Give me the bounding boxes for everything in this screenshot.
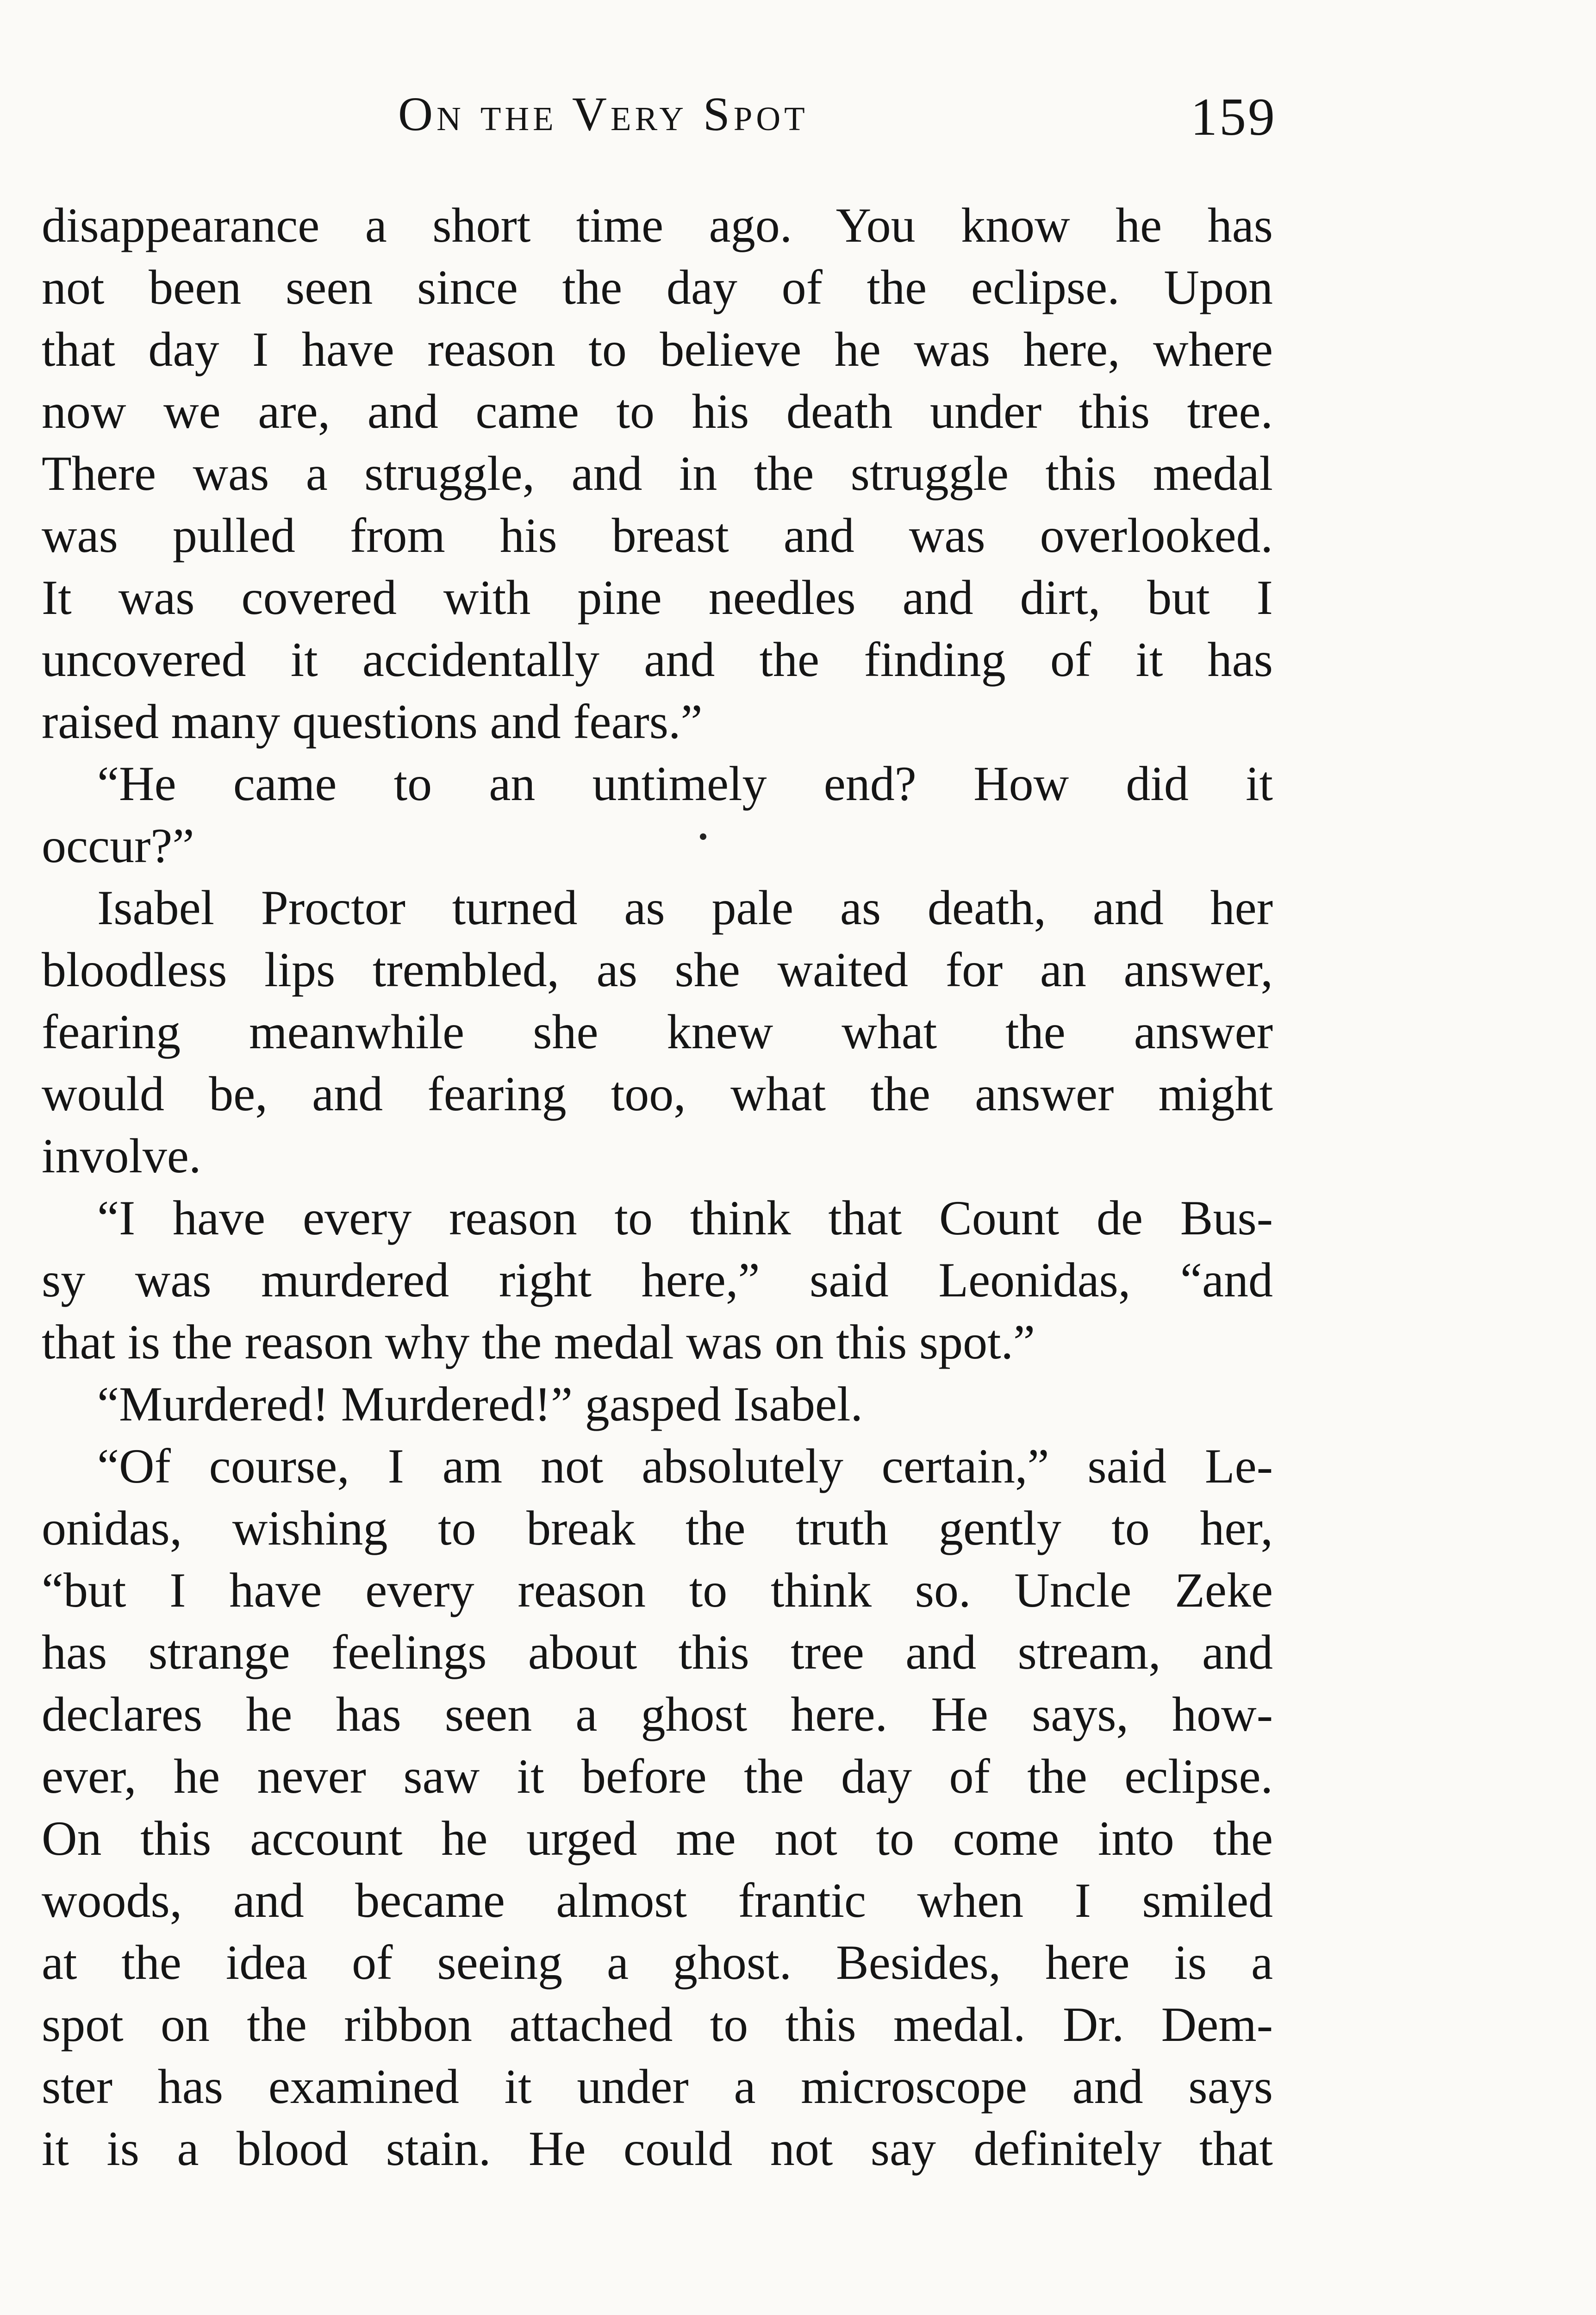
- text-line: onidas, wishing to break the truth gently to her,: [42, 1501, 1273, 1555]
- text-line: was pulled from his breast and was overlooked.: [42, 508, 1273, 563]
- text-line: On this account he urged me not to come into the: [42, 1811, 1273, 1865]
- text-line: “Murdered! Murdered!” gasped Isabel.: [97, 1377, 863, 1431]
- text-line: It was covered with pine needles and dirt, but I: [42, 570, 1273, 625]
- text-line: would be, and fearing too, what the answer might: [42, 1067, 1273, 1121]
- text-line: fearing meanwhile she knew what the answer: [42, 1005, 1273, 1059]
- text-line: “I have every reason to think that Count de Bus-: [97, 1191, 1273, 1245]
- text-line: sy was murdered right here,” said Leonidas, “and: [42, 1253, 1273, 1307]
- body-text: [42, 194, 1273, 2180]
- text-line: that is the reason why the medal was on this spot.”: [42, 1315, 1035, 1369]
- text-line: that day I have reason to believe he was here, where: [42, 322, 1273, 376]
- text-line: now we are, and came to his death under this tree.: [42, 384, 1273, 438]
- ink-speck: [700, 833, 706, 840]
- text-line: raised many questions and fears.”: [42, 694, 703, 749]
- text-line: There was a struggle, and in the struggle this medal: [42, 446, 1273, 501]
- text-line: uncovered it accidentally and the finding of it has: [42, 632, 1273, 687]
- text-line: ever, he never saw it before the day of the eclipse.: [42, 1749, 1273, 1803]
- text-line: “but I have every reason to think so. Uncle Zeke: [42, 1563, 1273, 1617]
- text-line: declares he has seen a ghost here. He says, how-: [42, 1687, 1273, 1741]
- running-head: [398, 88, 809, 141]
- text-line: ster has examined it under a microscope and says: [42, 2059, 1273, 2114]
- text-line: Isabel Proctor turned as pale as death, and her: [97, 881, 1273, 935]
- running-title: On the Very Spot: [398, 88, 809, 141]
- text-line: woods, and became almost frantic when I smiled: [42, 1873, 1273, 1927]
- text-line: spot on the ribbon attached to this medal. Dr. Dem-: [42, 1997, 1273, 2052]
- text-line: “Of course, I am not absolutely certain,” said Le-: [97, 1439, 1273, 1493]
- text-line: disappearance a short time ago. You know he has: [42, 198, 1273, 252]
- text-line: not been seen since the day of the eclipse. Upon: [42, 260, 1273, 314]
- text-line: at the idea of seeing a ghost. Besides, here is a: [42, 1935, 1273, 1990]
- text-line: involve.: [42, 1129, 201, 1183]
- text-line: it is a blood stain. He could not say definitely that: [42, 2121, 1273, 2176]
- text-line: occur?”: [42, 819, 194, 873]
- text-line: bloodless lips trembled, as she waited for an answer,: [42, 943, 1273, 997]
- page-number: 159: [1191, 88, 1277, 147]
- text-line: has strange feelings about this tree and stream, and: [42, 1625, 1273, 1679]
- text-line: “He came to an untimely end? How did it: [97, 757, 1273, 811]
